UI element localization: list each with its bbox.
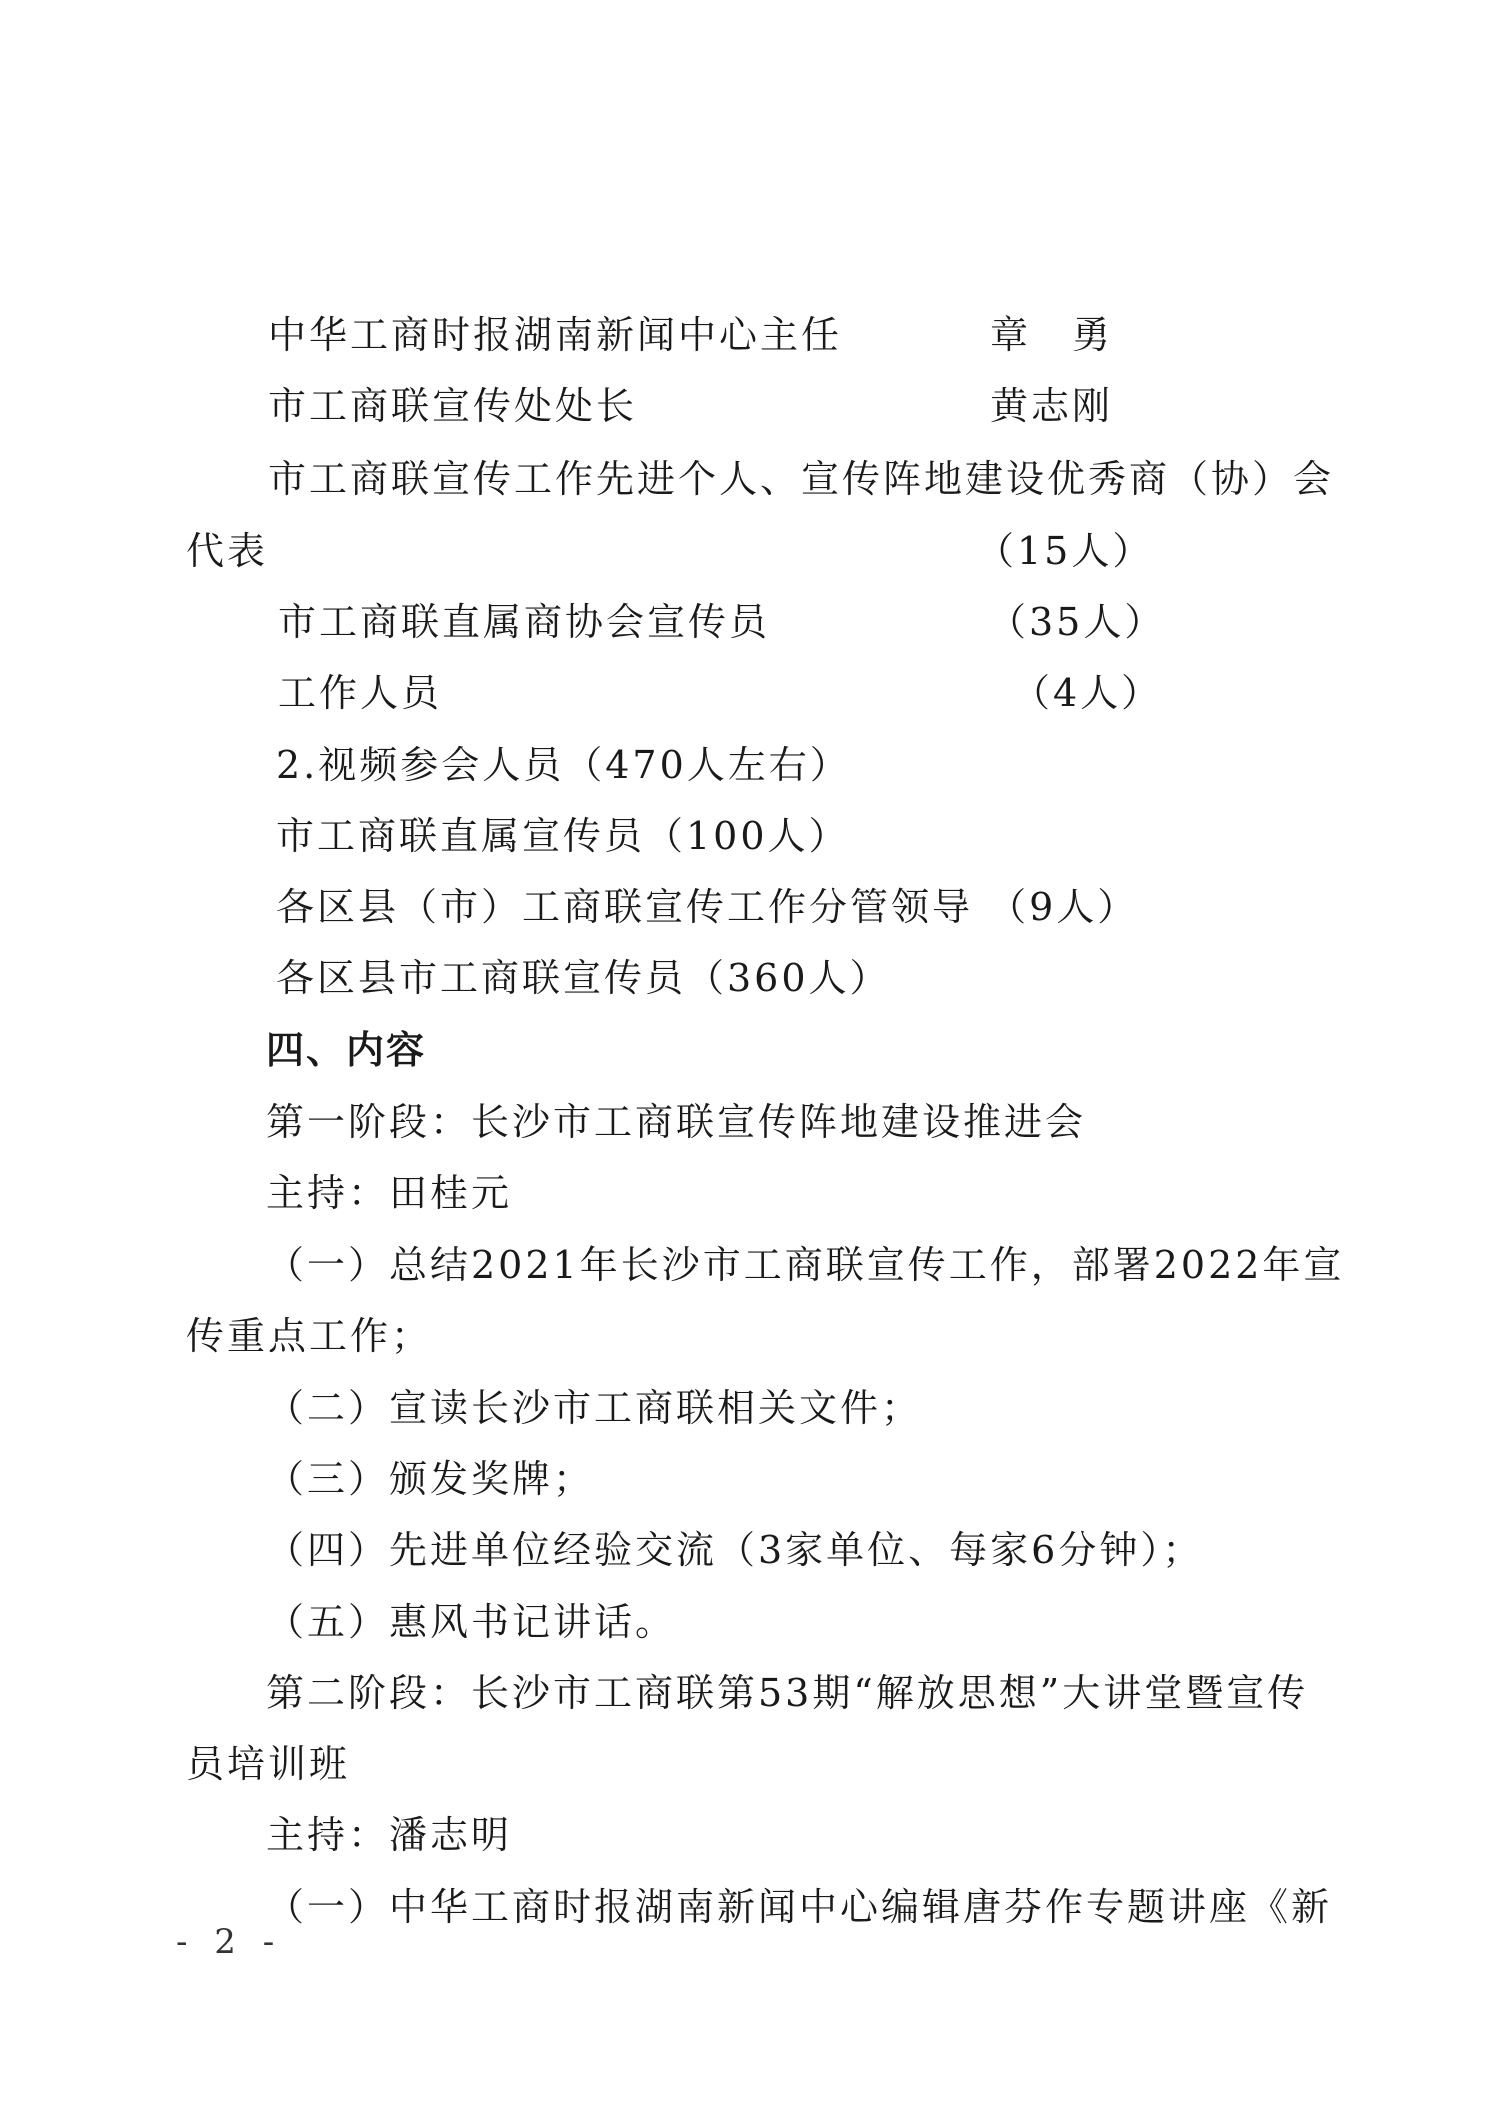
stage-2-host: 主持：潘志明 — [266, 1813, 513, 1857]
attendee-count-4: （35人） — [988, 600, 1166, 644]
video-attendees-row-3: 各区县市工商联宣传员（360人） — [276, 956, 891, 1000]
attendee-row-5: 工作人员 — [278, 671, 443, 715]
attendee-row-1 — [268, 313, 842, 357]
stage-2-title-cont: 员培训班 — [186, 1742, 351, 1786]
video-attendees-title: 2.视频参会人员（470人左右） — [276, 743, 851, 787]
stage-1-title: 第一阶段：长沙市工商联宣传阵地建设推进会 — [266, 1100, 1087, 1144]
page-number: - 2 - — [176, 1922, 283, 1962]
attendee-role: 市工商联宣传处处长 — [268, 384, 638, 428]
attendee-row-3-cont: 代表 — [186, 529, 269, 573]
attendee-row-4: 市工商联直属商协会宣传员 — [278, 600, 771, 644]
stage-1-item-4: （四）先进单位经验交流（3家单位、每家6分钟）； — [266, 1528, 1204, 1572]
stage-1-item-1-cont: 传重点工作； — [186, 1314, 433, 1358]
stage-1-item-5: （五）惠风书记讲话。 — [266, 1600, 677, 1644]
section-heading: 四、内容 — [266, 1028, 427, 1072]
attendee-row-2 — [268, 384, 637, 428]
stage-2-item-1: （一）中华工商时报湖南新闻中心编辑唐芬作专题讲座《新 — [266, 1885, 1333, 1929]
video-attendees-row-1: 市工商联直属宣传员（100人） — [276, 814, 850, 858]
video-attendees-row-2: 各区县（市）工商联宣传工作分管领导 （9人） — [276, 885, 1139, 929]
attendee-name-1: 章 勇 — [990, 313, 1114, 357]
attendee-name-2: 黄志刚 — [990, 384, 1114, 428]
attendee-role: 中华工商时报湖南新闻中心主任 — [268, 313, 843, 357]
stage-1-host: 主持：田桂元 — [266, 1171, 513, 1215]
stage-1-item-1: （一）总结2021年长沙市工商联宣传工作，部署2022年宣 — [266, 1243, 1345, 1287]
stage-1-item-2: （二）宣读长沙市工商联相关文件； — [266, 1386, 923, 1430]
stage-2-title: 第二阶段：长沙市工商联第53期“解放思想”大讲堂暨宣传 — [266, 1671, 1309, 1715]
attendee-count-3: （15人） — [976, 529, 1154, 573]
attendee-row-3: 市工商联宣传工作先进个人、宣传阵地建设优秀商（协）会 — [268, 457, 1335, 501]
stage-1-item-3: （三）颁发奖牌； — [266, 1457, 595, 1501]
attendee-count-5: （4人） — [1012, 671, 1163, 715]
